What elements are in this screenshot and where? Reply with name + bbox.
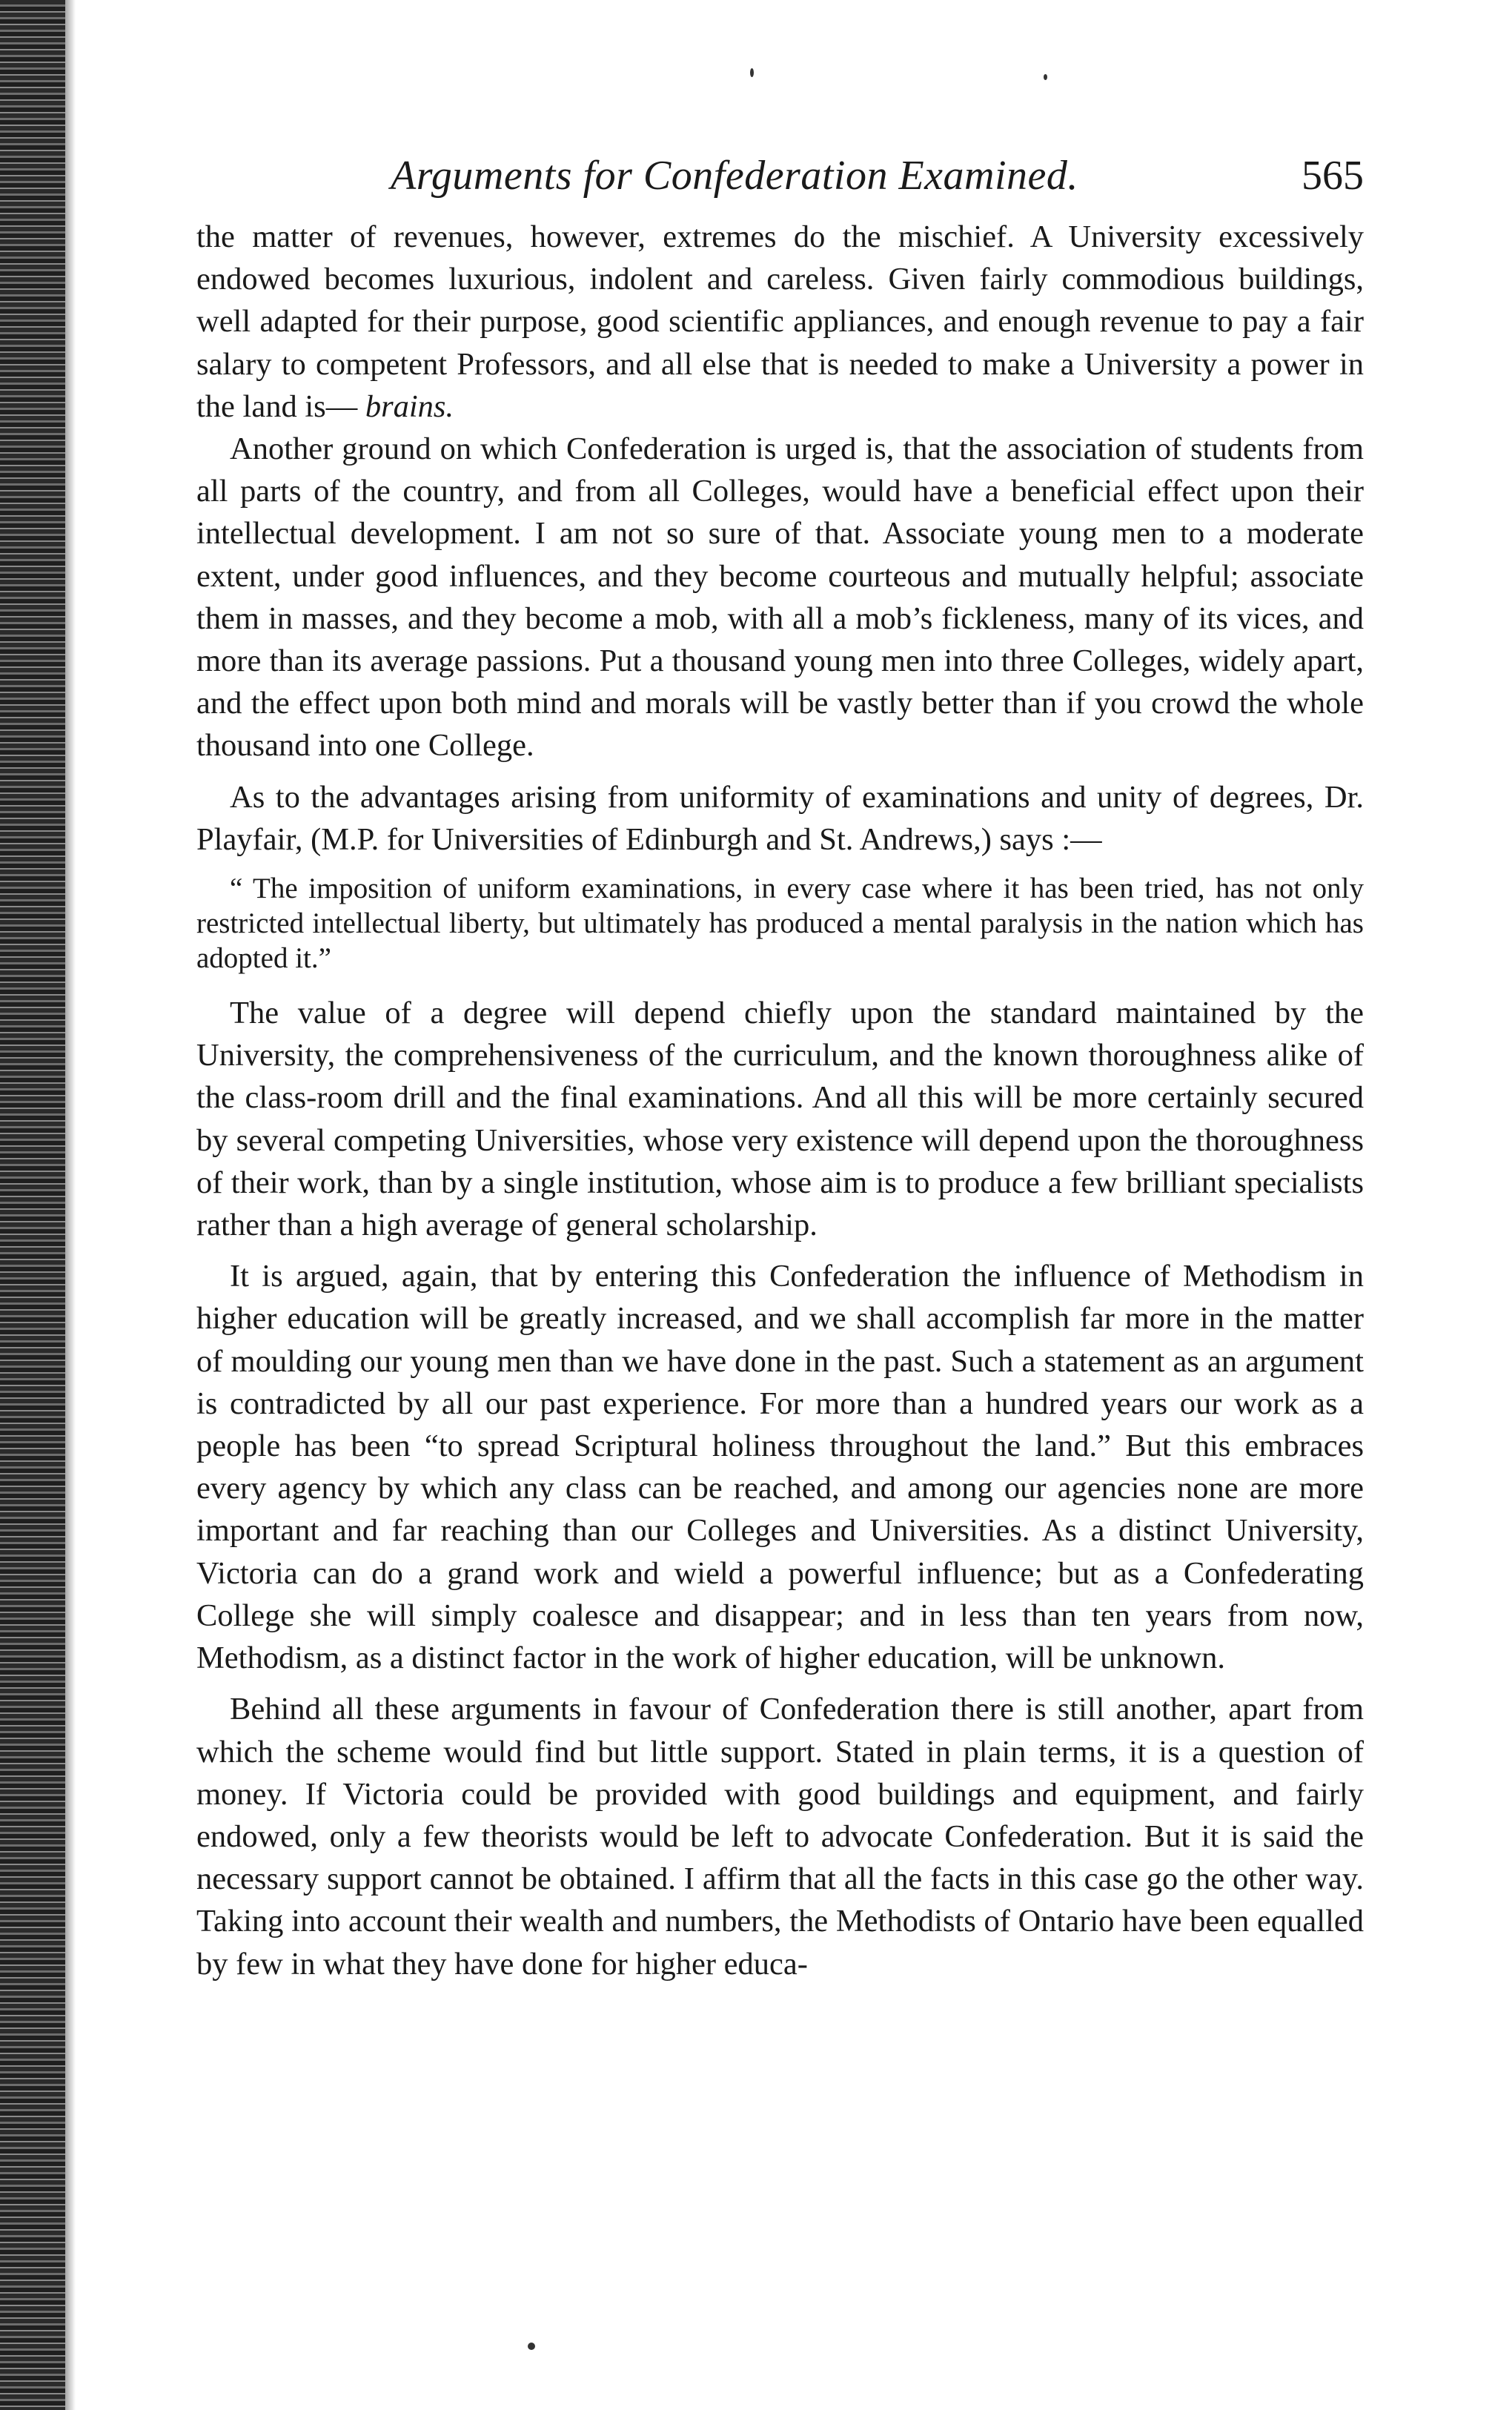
paragraph-1 [196,216,1364,428]
paragraph-7: Behind all these arguments in favour of Confederation there is still another, apart from which the scheme would find but little support. Stated in plain terms, it is a question of money. If Victoria could be provided with good buildings and equipment, and fairly endowed, only a few theorists would be left to advocate Confederation. But it is said the necessary support cannot be obtained. I affirm that all the facts in this case go the other way. Taking into account their wealth and numbers, the Methodists of Ontario have been equalled by few in what they have done for higher educa- [196,1692,1364,1982]
paragraph-2: Another ground on which Confederation is urged is, that the association of students from all parts of the country, and from all Colleges, would have a beneficial effect upon their intellectual development. I am not so sure of that. Associate young men to a moderate extent, under good influences, and they become courteous and mutually helpful; associate them in masses, and they become a mob, with all a mob’s fickleness, many of its vices, and more than its average passions. Put a thousand young men into three Colleges, widely apart, and the effect upon both mind and morals will be vastly better than if you crowd the whole thousand into one College. [196,431,1364,764]
block-quote: “ The imposition of uniform examinations, in every case where it has been tried, has not only restricted intellectual liberty, but ultimately has produced a mental paralysis in the nation which has adopted it.” [196,873,1364,975]
binding-edge [0,0,65,2410]
paragraph-5: The value of a degree will depend chiefly upon the standard maintained by the University, the comprehensiveness of the curriculum, and the known thoroughness alike of the class-room drill and the final examinations. And all this will be more certainly secured by several competing Universities, whose very existence will depend upon the thoroughness of their work, than by a single institution, whose aim is to produce a few brilliant specialists rather than a high average of general scholarship. [196,996,1364,1243]
scan-speck-top [750,68,754,77]
body-text [196,216,1364,1985]
paragraph-3: As to the advantages arising from uniformity of examinations and unity of degrees, Dr. Playfair, (M.P. for Universities of Edinburgh and St. Andrews,) says :— [196,779,1364,857]
paragraph-1-text: the matter of revenues, however, extremes do the mischief. A University excessively endowed becomes luxurious, indolent and careless. Given fairly commodious buildings, well adapted for their purpose, good scientific appliances, and enough revenue to pay a fair salary to competent Professors, and all else that is needed to make a University a power in the land is— [196,219,1364,424]
page-number: 565 [1302,153,1364,199]
paragraph-6: It is argued, again, that by entering this Confederation the influence of Methodism in higher education will be greatly increased, and we shall accomplish far more in the matter of moulding our young men than we have done in the past. Such a statement as an argument is contradicted by all our past experience. For more than a hundred years our work as a people has been “to spread Scriptural holiness throughout the land.” But this embraces every agency by which any class can be reached, and among our agencies none are more important and far reaching than our Colleges and Universities. As a distinct University, Victoria can do a grand work and wield a powerful influence; but as a Confederating College she will simply coalesce and disappear; and in less than ten years from now, Methodism, as a distinct factor in the work of higher education, will be unknown. [196,1259,1364,1676]
scan-speck-top-right [1044,74,1047,80]
running-title: Arguments for Confederation Examined. [391,153,1078,199]
scan-speck-bottom [528,2343,535,2350]
emphasis-brains: brains. [365,388,454,424]
running-head [196,145,1364,211]
book-page [196,145,1364,1985]
